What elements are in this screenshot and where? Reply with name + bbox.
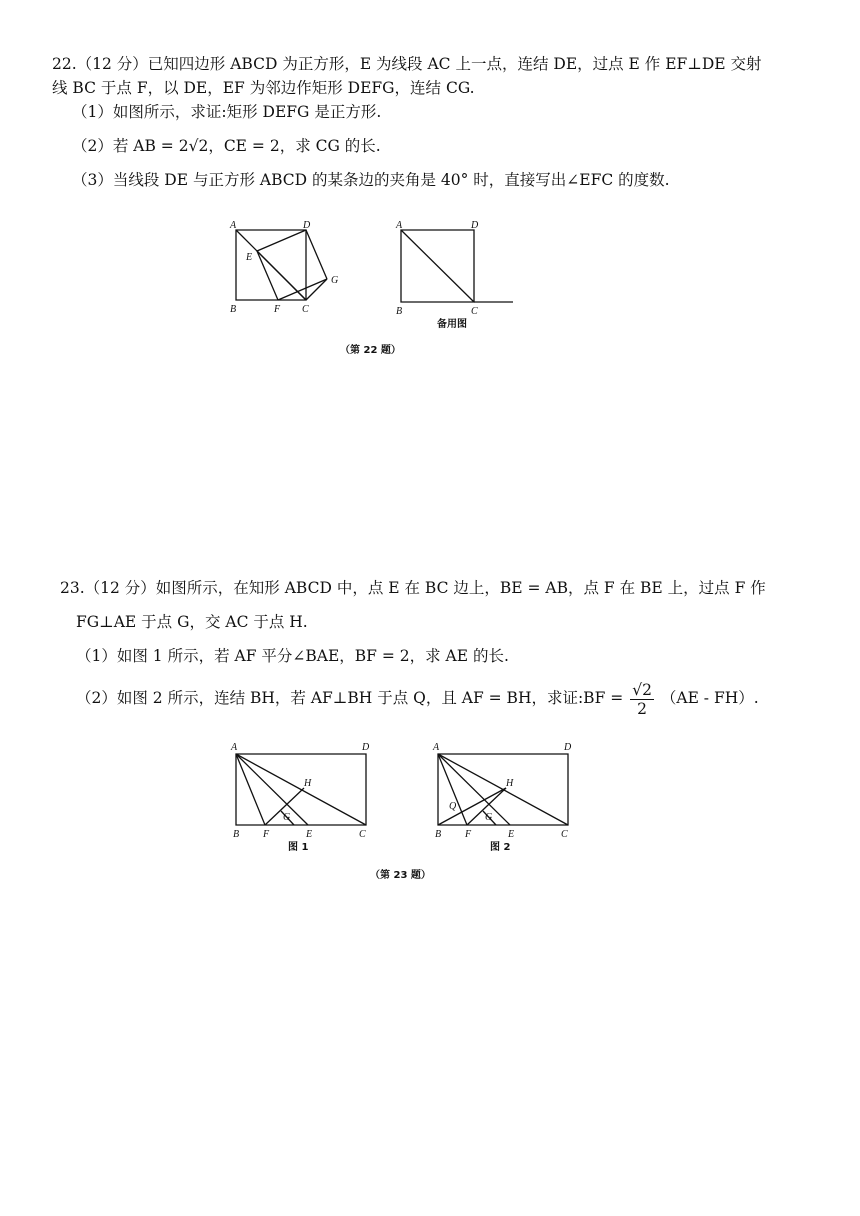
segment-af-1 bbox=[236, 754, 265, 825]
q23-fraction-numerator: √2 bbox=[632, 680, 652, 699]
q23-stem-line1: 23.（12 分）如图所示，在知形 ABCD 中，点 E 在 BC 边上，BE = AB，点 F 在 BE 上，过点 F 作 bbox=[60, 579, 766, 597]
fig1-label-g: G bbox=[283, 812, 291, 823]
q23-figure-1 bbox=[228, 736, 376, 861]
q22-part2: （2）若 AB = 2√2，CE = 2，求 CG 的长. bbox=[72, 137, 381, 155]
spare-diagonal-ac bbox=[401, 230, 474, 302]
fig1-label-f: F bbox=[263, 829, 270, 840]
fig2-label-a: A bbox=[433, 742, 440, 753]
fig2-caption: 图 2 bbox=[490, 842, 511, 853]
fig1-label-b: B bbox=[233, 829, 240, 840]
segment-af-2 bbox=[438, 754, 467, 825]
q23-part2-pre: （2）如图 2 所示，连结 BH，若 AF⊥BH 于点 Q，且 AF = BH，求证:BF = bbox=[76, 689, 624, 707]
fig1-caption: 图 1 bbox=[288, 842, 309, 853]
fig2-label-d: D bbox=[564, 742, 572, 753]
spare-label-b: B bbox=[396, 306, 403, 317]
segment-ae-1 bbox=[236, 754, 308, 825]
fig1-label-h: H bbox=[304, 778, 312, 789]
label-d: D bbox=[303, 220, 311, 231]
fig2-label-q: Q bbox=[449, 801, 457, 812]
diagonal-ac-1 bbox=[236, 754, 366, 825]
q22-stem-line2: 线 BC 于点 F，以 DE，EF 为邻边作矩形 DEFG，连结 CG. bbox=[52, 79, 475, 97]
q22-caption: （第 22 题） bbox=[340, 345, 401, 356]
segment-ef bbox=[257, 251, 278, 300]
segment-de bbox=[257, 230, 306, 251]
segment-cg bbox=[306, 279, 327, 300]
label-g: G bbox=[331, 275, 339, 286]
fig1-label-e: E bbox=[306, 829, 313, 840]
spare-label-a: A bbox=[396, 220, 403, 231]
fig2-label-e: E bbox=[508, 829, 515, 840]
fig1-label-c: C bbox=[359, 829, 366, 840]
q23-part2 bbox=[76, 680, 759, 718]
spare-caption: 备用图 bbox=[437, 319, 467, 330]
q22-stem-line1: 22.（12 分）已知四边形 ABCD 为正方形，E 为线段 AC 上一点，连结 DE，过点 E 作 EF⊥DE 交射 bbox=[52, 55, 762, 73]
q23-fraction-denominator: 2 bbox=[637, 699, 647, 718]
fig2-label-b: B bbox=[435, 829, 442, 840]
q22-main-figure bbox=[225, 218, 350, 318]
q23-part1: （1）如图 1 所示，若 AF 平分∠BAE，BF = 2，求 AE 的长. bbox=[76, 647, 509, 665]
fig1-label-a: A bbox=[231, 742, 238, 753]
q22-part3: （3）当线段 DE 与正方形 ABCD 的某条边的夹角是 40° 时，直接写出∠EFC 的度数. bbox=[72, 171, 670, 189]
fig2-label-c: C bbox=[561, 829, 568, 840]
label-c: C bbox=[302, 304, 309, 315]
fig2-label-h: H bbox=[506, 778, 514, 789]
segment-ec bbox=[257, 251, 306, 300]
label-f: F bbox=[274, 304, 281, 315]
spare-label-c: C bbox=[471, 306, 478, 317]
fig2-label-g: G bbox=[485, 812, 493, 823]
q22-spare-figure bbox=[393, 218, 518, 333]
segment-dg bbox=[306, 230, 327, 279]
q23-stem-line2: FG⊥AE 于点 G，交 AC 于点 H. bbox=[76, 613, 308, 631]
label-e: E bbox=[246, 252, 253, 263]
fig2-label-f: F bbox=[465, 829, 472, 840]
q23-caption: （第 23 题） bbox=[370, 870, 431, 881]
q22-part1: （1）如图所示，求证:矩形 DEFG 是正方形. bbox=[72, 103, 382, 121]
q23-figure-2 bbox=[430, 736, 578, 861]
segment-ae-2 bbox=[438, 754, 510, 825]
q23-part2-post: （AE - FH）. bbox=[660, 689, 759, 707]
fig1-label-d: D bbox=[362, 742, 370, 753]
spare-label-d: D bbox=[471, 220, 479, 231]
q23-fraction bbox=[630, 681, 654, 718]
label-b: B bbox=[230, 304, 237, 315]
label-a: A bbox=[230, 220, 237, 231]
